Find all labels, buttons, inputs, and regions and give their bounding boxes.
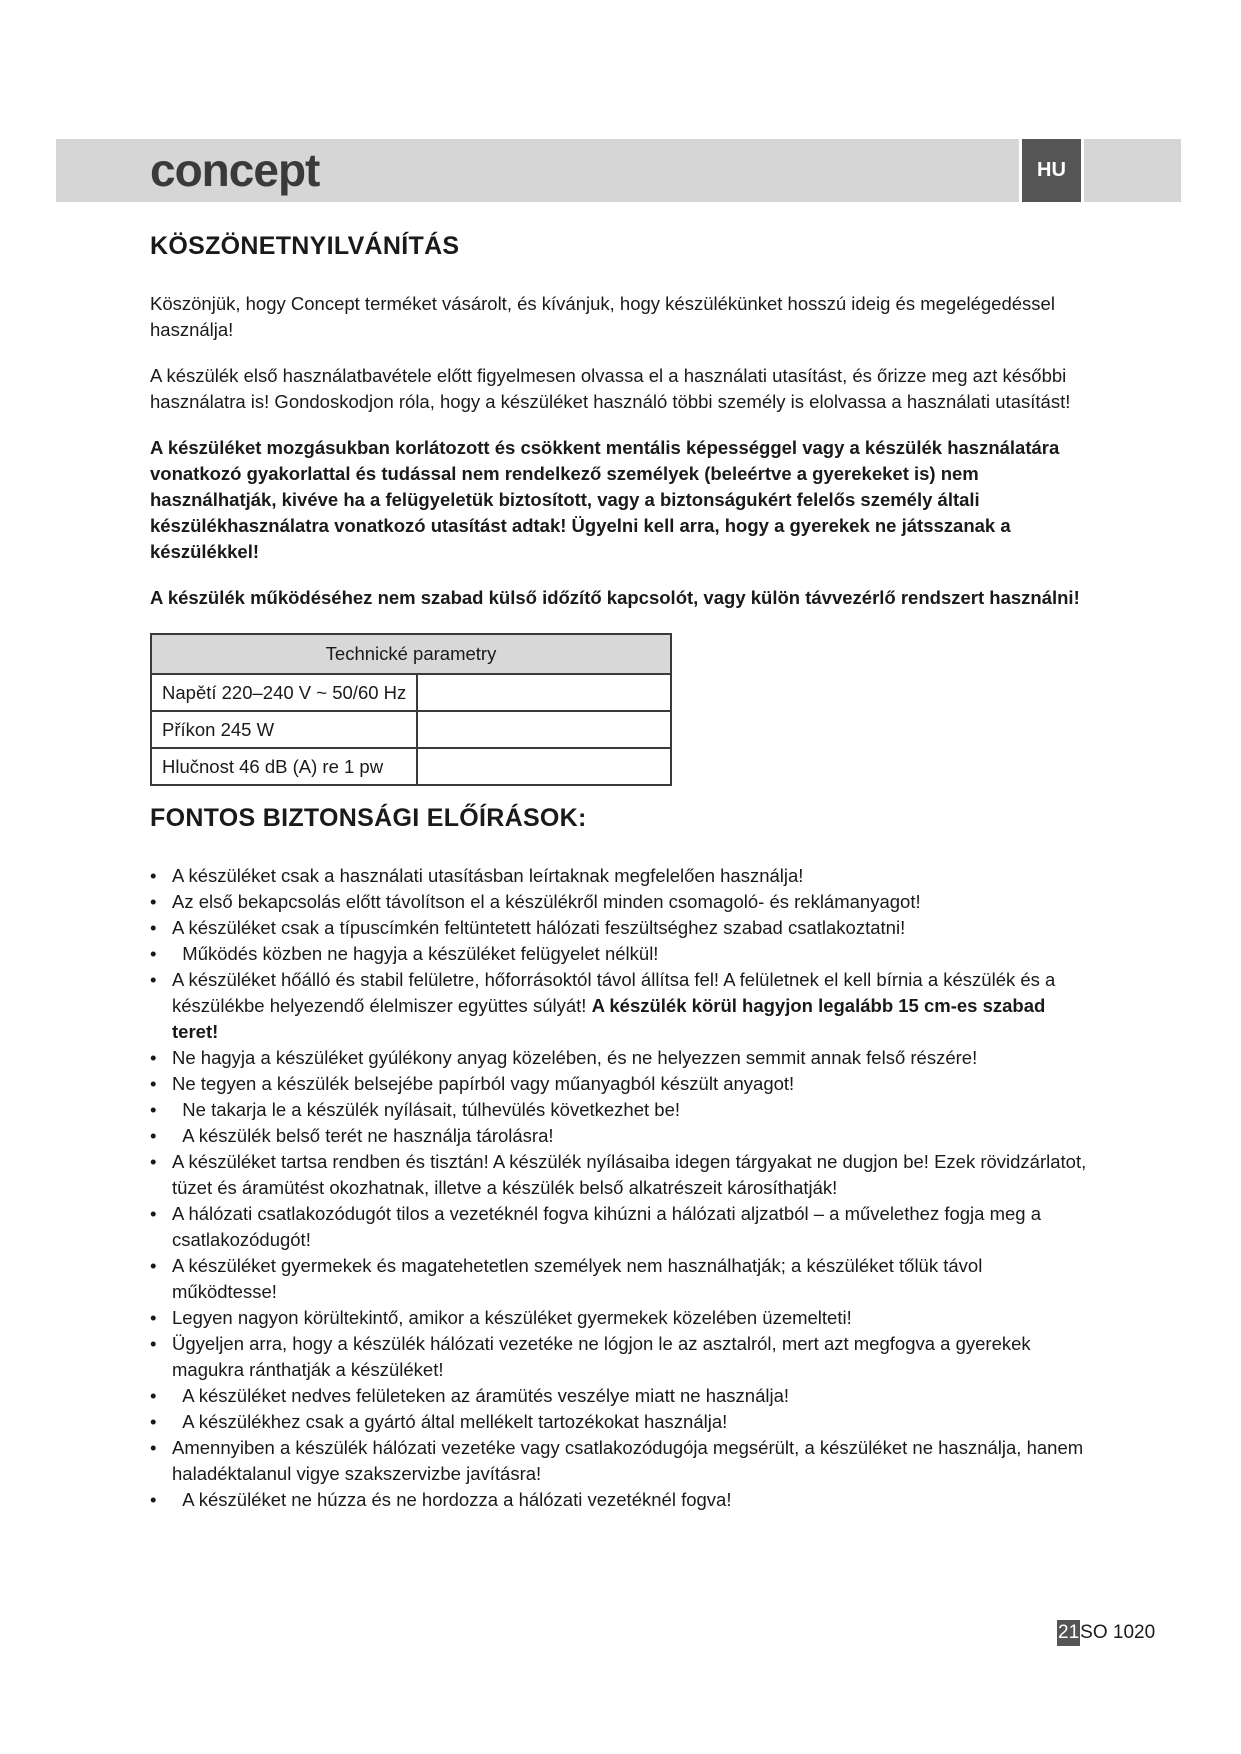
header-divider	[1081, 139, 1084, 202]
safety-title: FONTOS BIZTONSÁGI ELŐÍRÁSOK:	[150, 804, 587, 832]
list-item	[150, 1305, 1090, 1331]
rule-text: A készüléket csak a típuscímkén feltüntetett hálózati feszültséghez szabad csatlakoztatni!	[172, 917, 906, 938]
rule-text: A készüléket hőálló és stabil felületre, hőforrásoktól távol állítsa fel! A felületnek el kell bírnia a készülék és a készülékbe helyezendő élelmiszer együttes súlyát!	[172, 969, 1056, 1016]
list-item	[150, 1487, 1090, 1513]
parameter-label: Příkon 245 W	[151, 711, 417, 748]
rule-text: A hálózati csatlakozódugót tilos a vezetéknél fogva kihúzni a hálózati aljzatból – a művelethez fogja meg a csatlakozódugót!	[172, 1203, 1042, 1250]
rule-text: A készülék belső terét ne használja tárolásra!	[172, 1125, 554, 1146]
rule-text: Ügyeljen arra, hogy a készülék hálózati vezetéke ne lógjon le az asztalról, mert azt megfogva a gyerekek magukra ránthatják a készüléket!	[172, 1333, 1031, 1380]
parameter-value	[417, 674, 671, 711]
list-item	[150, 1435, 1090, 1487]
thanks-paragraph: Köszönjük, hogy Concept terméket vásárolt, és kívánjuk, hogy készülékünket hosszú ideig és megelégedéssel használja!	[150, 293, 1055, 340]
model-number: SO 1020	[1080, 1622, 1156, 1643]
rule-text: Legyen nagyon körültekintő, amikor a készüléket gyermekek közelében üzemelteti!	[172, 1307, 852, 1328]
rule-text: Amennyiben a készülék hálózati vezetéke vagy csatlakozódugója megsérült, a készüléket ne használja, hanem haladéktalanul vigye szakszervizbe javításra!	[172, 1437, 1084, 1484]
list-item	[150, 1331, 1090, 1383]
rule-text: Ne tegyen a készülék belsejébe papírból vagy műanyagból készült anyagot!	[172, 1073, 795, 1094]
table-row	[151, 748, 671, 785]
list-item	[150, 1383, 1090, 1409]
list-item	[150, 915, 1090, 941]
list-item	[150, 1149, 1090, 1201]
list-item	[150, 1253, 1090, 1305]
page-footer	[1057, 1620, 1155, 1646]
list-item	[150, 889, 1090, 915]
safety-rules-list	[150, 863, 1090, 1513]
rule-text: A készüléket ne húzza és ne hordozza a hálózati vezetéknél fogva!	[172, 1489, 732, 1510]
thanks-title: KÖSZÖNETNYILVÁNÍTÁS	[150, 232, 460, 260]
list-item	[150, 863, 1090, 889]
rule-text: Működés közben ne hagyja a készüléket felügyelet nélkül!	[172, 943, 659, 964]
rule-text: A készüléket gyermekek és magatehetetlen személyek nem használhatják; a készüléket tőlük távol működtesse!	[172, 1255, 983, 1302]
supervision-warning: A készüléket mozgásukban korlátozott és csökkent mentális képességgel vagy a készülék használatára vonatkozó gyakorlattal és tudással nem rendelkező személyek (beleértve a gyerekeket is) nem használhatják, kivéve ha a felügyeletük biztosított, vagy a biztonságukért felelős személy általi készülékhasználatra vonatkozó utasítást adtak! Ügyelni kell arra, hogy a gyerekek ne játsszanak a készülékkel!	[150, 437, 1060, 562]
rule-text: Ne takarja le a készülék nyílásait, túlhevülés következhet be!	[172, 1099, 680, 1120]
page-content	[150, 232, 1090, 1513]
rule-text: A készüléket csak a használati utasításban leírtaknak megfelelően használja!	[172, 865, 804, 886]
rule-text: A készüléket tartsa rendben és tisztán! A készülék nyílásaiba idegen tárgyakat ne dugjon be! Ezek rövidzárlatot, tüzet és áramütést okozhatnak, illetve a készülék belső alkatrészeit károsíthatják!	[172, 1151, 1087, 1198]
parameter-value	[417, 748, 671, 785]
list-item	[150, 1071, 1090, 1097]
language-badge: HU	[1022, 139, 1081, 202]
list-item	[150, 1409, 1090, 1435]
timer-warning: A készülék működéséhez nem szabad külső időzítő kapcsolót, vagy külön távvezérlő rendszert használni!	[150, 587, 1080, 608]
parameters-table-header: Technické parametry	[151, 634, 671, 674]
parameter-label: Napětí 220–240 V ~ 50/60 Hz	[151, 674, 417, 711]
rule-bold-text: A készülék körül hagyjon legalább 15 cm-es szabad teret!	[172, 995, 1046, 1042]
technical-parameters-table	[150, 633, 672, 786]
list-item	[150, 1123, 1090, 1149]
list-item	[150, 941, 1090, 967]
rule-text: A készülékhez csak a gyártó által mellékelt tartozékokat használja!	[172, 1411, 728, 1432]
manual-notice-paragraph: A készülék első használatbavétele előtt figyelmesen olvassa el a használati utasítást, és őrizze meg azt későbbi használatra is! Gondoskodjon róla, hogy a készüléket használó többi személy is elolvassa a használati utasítást!	[150, 365, 1071, 412]
page-number: 21	[1057, 1620, 1080, 1646]
parameter-value	[417, 711, 671, 748]
rule-text: A készüléket nedves felületeken az áramütés veszélye miatt ne használja!	[172, 1385, 790, 1406]
rule-text: Ne hagyja a készüléket gyúlékony anyag közelében, és ne helyezzen semmit annak felső részére!	[172, 1047, 978, 1068]
list-item	[150, 967, 1090, 1045]
list-item	[150, 1045, 1090, 1071]
brand-logo: concept	[150, 144, 320, 196]
table-row	[151, 711, 671, 748]
table-row	[151, 674, 671, 711]
parameter-label: Hlučnost 46 dB (A) re 1 pw	[151, 748, 417, 785]
list-item	[150, 1201, 1090, 1253]
list-item	[150, 1097, 1090, 1123]
rule-text: Az első bekapcsolás előtt távolítson el a készülékről minden csomagoló- és reklámanyagot!	[172, 891, 921, 912]
